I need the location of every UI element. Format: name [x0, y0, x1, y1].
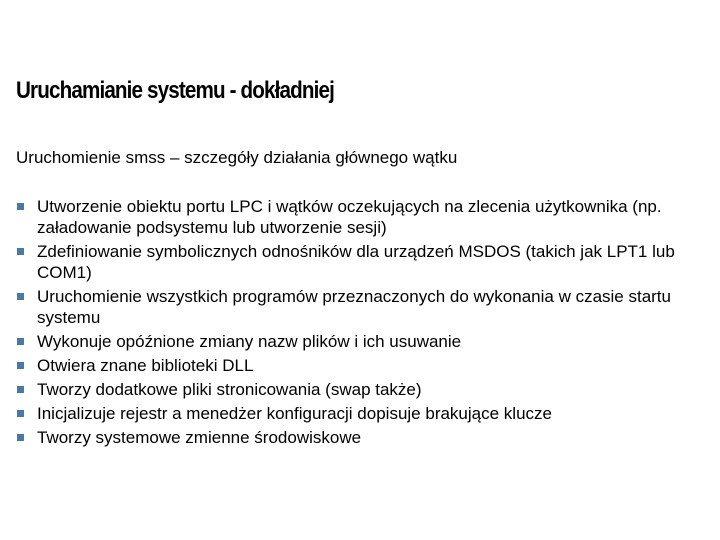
square-bullet-icon: [17, 434, 24, 441]
bullet-list: [16, 196, 706, 451]
bullet-text: Tworzy dodatkowe pliki stronicowania (swap także): [37, 380, 422, 399]
square-bullet-icon: [17, 338, 24, 345]
bullet-item: [16, 379, 706, 400]
square-bullet-icon: [17, 410, 24, 417]
bullet-text: Zdefiniowanie symbolicznych odnośników dla urządzeń MSDOS (takich jak LPT1 lub COM1): [37, 242, 675, 282]
bullet-text: Inicjalizuje rejestr a menedżer konfiguracji dopisuje brakujące klucze: [37, 404, 552, 423]
bullet-item: [16, 286, 706, 328]
square-bullet-icon: [17, 362, 24, 369]
slide-title: Uruchamianie systemu - dokładniej: [16, 77, 335, 104]
bullet-text: Tworzy systemowe zmienne środowiskowe: [37, 428, 362, 447]
bullet-item: [16, 331, 706, 352]
bullet-item: [16, 196, 706, 238]
bullet-item: [16, 241, 706, 283]
bullet-text: Uruchomienie wszystkich programów przeznaczonych do wykonania w czasie startu systemu: [37, 287, 671, 327]
bullet-text: Wykonuje opóźnione zmiany nazw plików i ich usuwanie: [37, 332, 462, 351]
slide-subtitle: Uruchomienie smss – szczegóły działania głównego wątku: [16, 148, 458, 167]
bullet-text: Utworzenie obiektu portu LPC i wątków oczekujących na zlecenia użytkownika (np. załadowanie podsystemu lub utworzenie sesji): [37, 197, 662, 237]
bullet-text: Otwiera znane biblioteki DLL: [37, 356, 254, 375]
bullet-item: [16, 403, 706, 424]
bullet-item: [16, 427, 706, 448]
bullet-item: [16, 355, 706, 376]
square-bullet-icon: [17, 386, 24, 393]
square-bullet-icon: [17, 248, 24, 255]
square-bullet-icon: [17, 293, 24, 300]
square-bullet-icon: [17, 203, 24, 210]
